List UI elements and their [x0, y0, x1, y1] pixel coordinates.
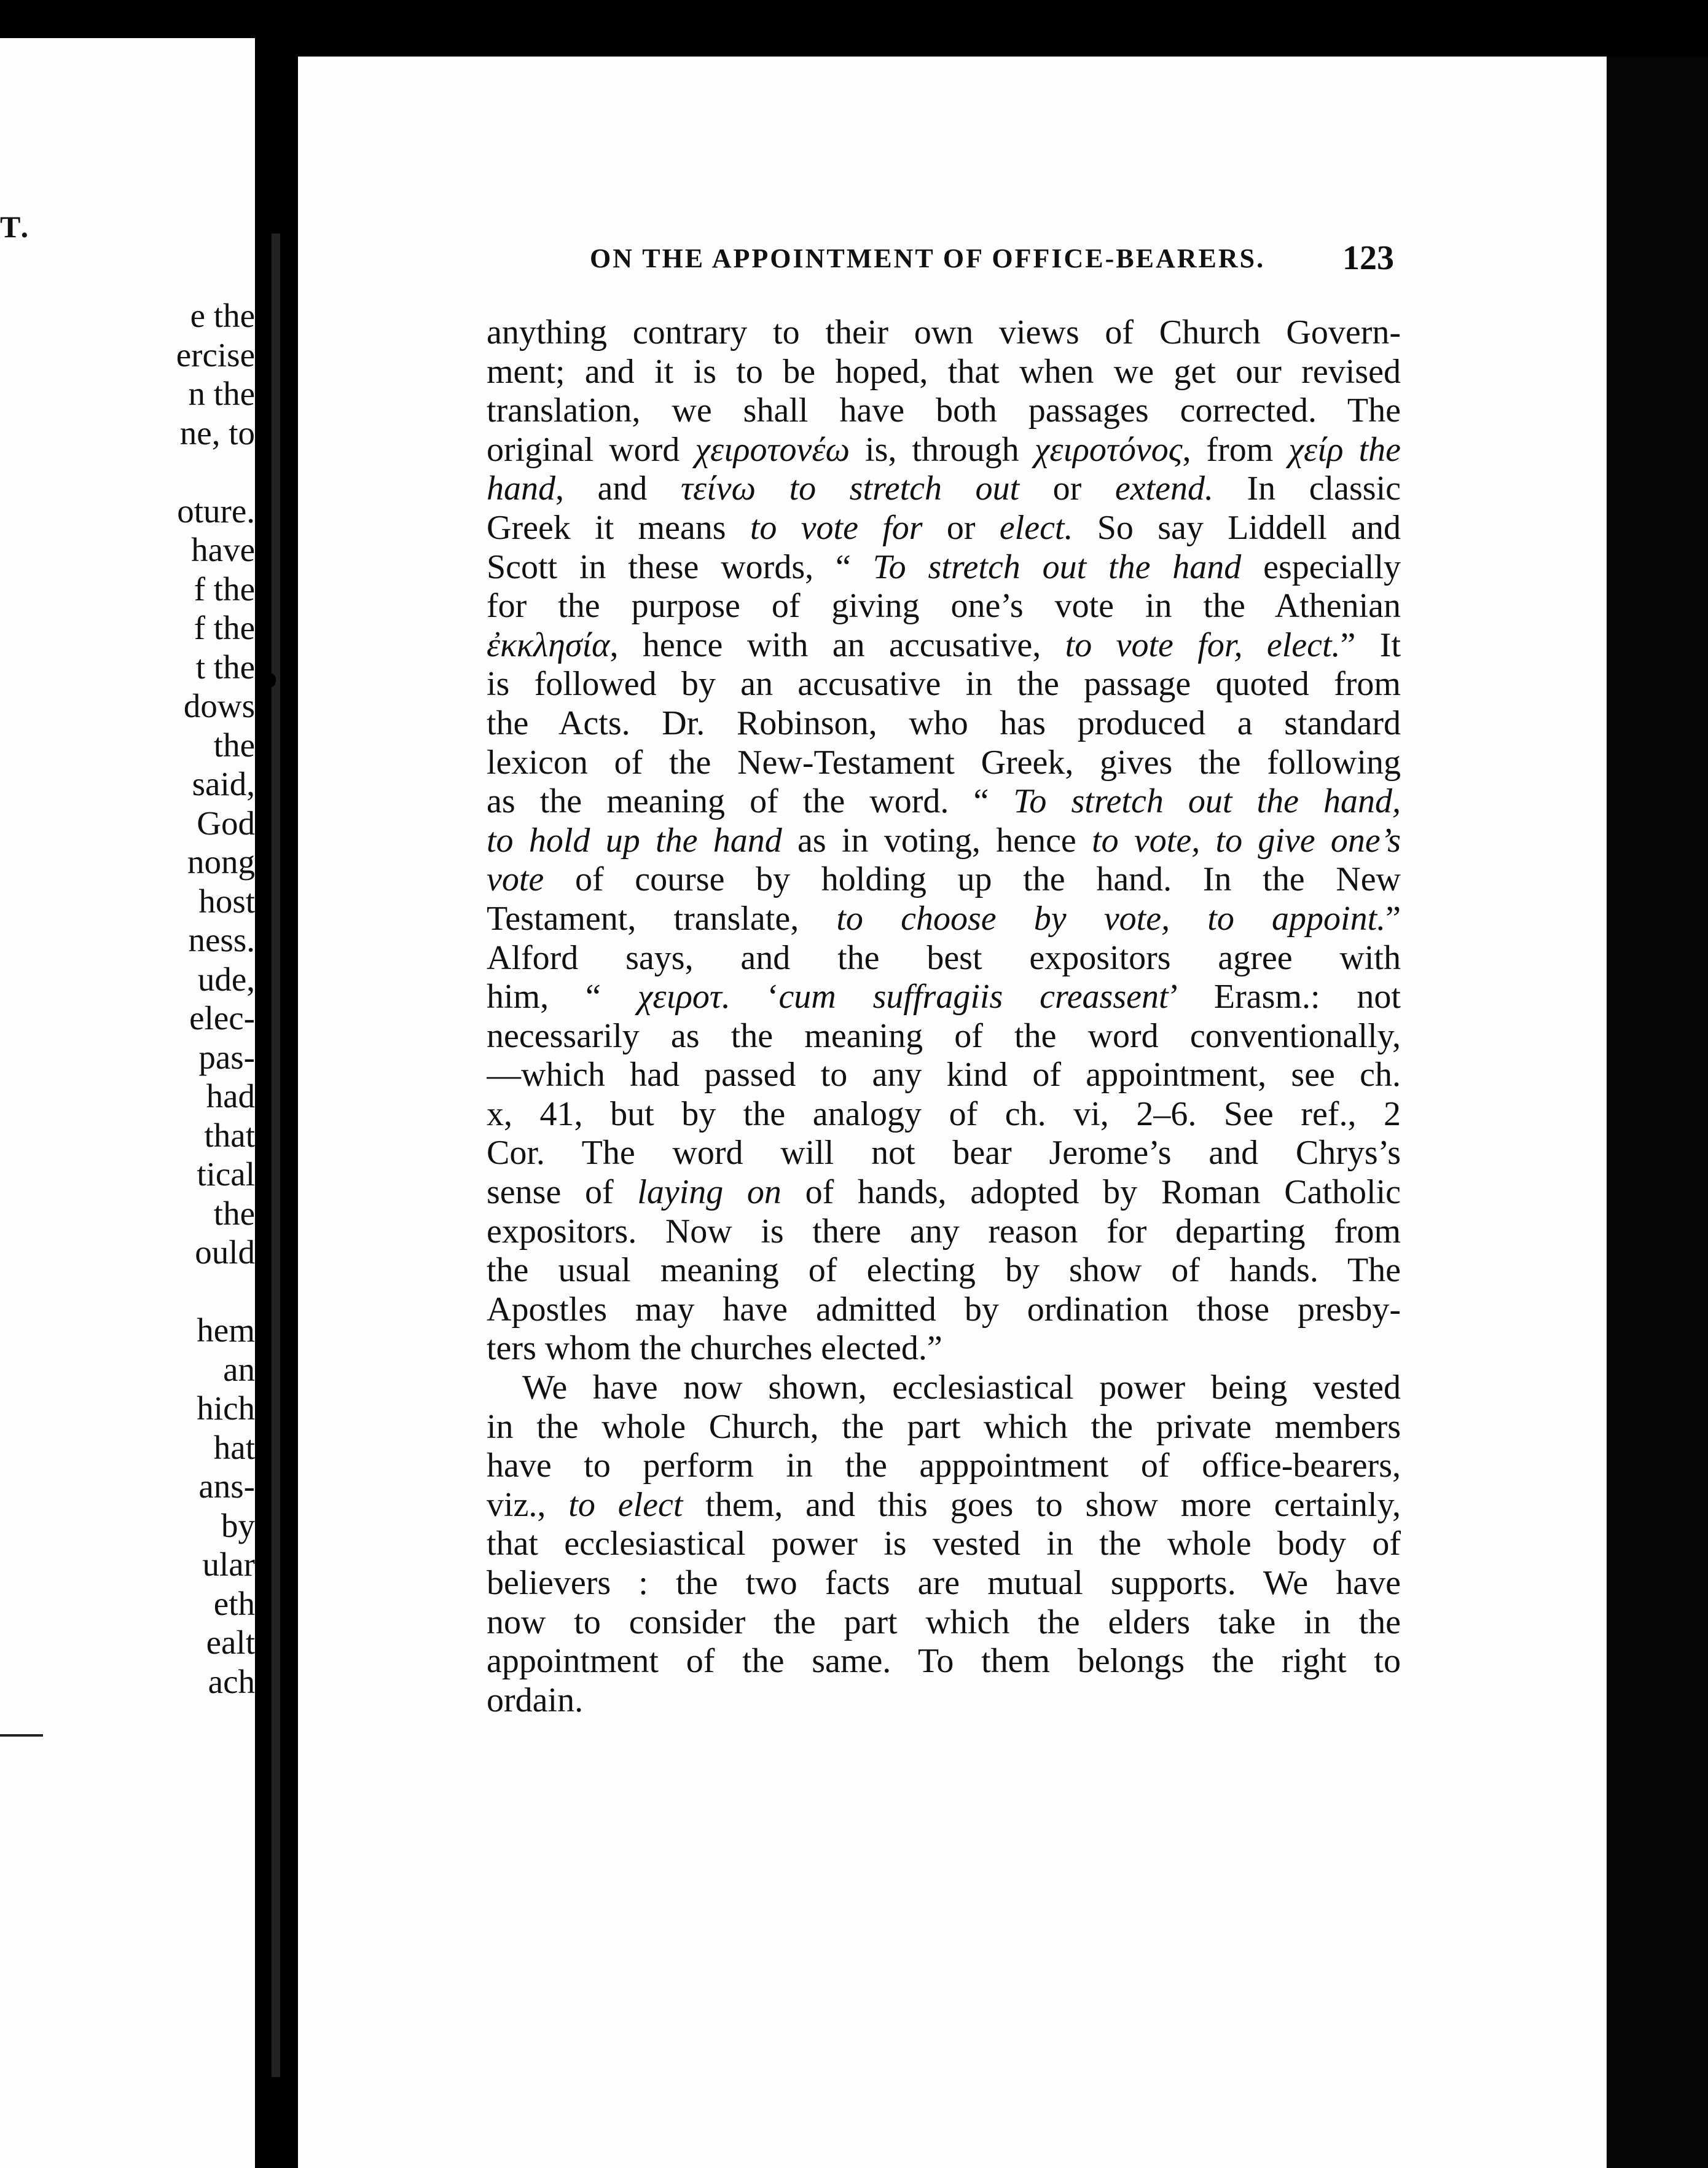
left-page-line: hich [197, 1389, 255, 1427]
text-line [487, 626, 1401, 666]
page-edge [1607, 57, 1708, 2168]
left-page-line: the [213, 726, 255, 764]
text-line [487, 665, 1401, 704]
text-run: or [922, 508, 1000, 547]
italic-text: vote [487, 860, 544, 899]
left-page-line: ercise [176, 336, 255, 374]
text-run: Apostles may have admitted by ordination those presby- [487, 1290, 1401, 1329]
text-run: We have now shown, ecclesiastical power being vested [522, 1369, 1401, 1407]
text-run: necessarily as the meaning of the word conventionally, [487, 1016, 1401, 1055]
text-run: is, through [850, 430, 1035, 469]
left-page-line: hat [213, 1428, 255, 1466]
text-run: Alford says, and the best expositors agree with [487, 938, 1401, 977]
text-run: for the purpose of giving one’s vote in the Athenian [487, 587, 1401, 626]
italic-text: to vote for [750, 508, 923, 547]
text-run: them, and this goes to show more certainly, [683, 1485, 1401, 1524]
text-line [487, 1408, 1401, 1447]
left-page-line: ach [208, 1662, 255, 1700]
text-run: ordain. [487, 1681, 584, 1719]
text-run: the usual meaning of electing by show of hands. The [487, 1251, 1401, 1290]
italic-text: to hold up the hand [487, 821, 782, 860]
text-run: , and [555, 469, 681, 508]
left-page-line: dows [183, 687, 255, 725]
text-line [487, 1173, 1401, 1212]
text-line [487, 313, 1401, 353]
text-line [487, 1212, 1401, 1252]
italic-text: cum suffragiis creassent [778, 978, 1169, 1016]
italic-text: laying on [637, 1173, 782, 1212]
text-run: Greek it means [487, 508, 750, 547]
text-run: Testament, translate, [487, 899, 837, 938]
italic-text: To stretch out the hand, [1013, 782, 1401, 821]
left-page-line: by [221, 1506, 255, 1544]
text-line [487, 860, 1401, 900]
greek-word: χείρ [1288, 430, 1344, 469]
left-page-rule [0, 1734, 43, 1737]
left-page-line: f the [194, 570, 255, 608]
left-page-header: T. [0, 210, 31, 244]
left-page-line: ness. [188, 921, 255, 959]
greek-word: χειροτονέω [695, 430, 850, 469]
left-page-line: pas- [198, 1038, 255, 1076]
gutter-shadow [272, 234, 280, 2077]
text-line [487, 1290, 1401, 1330]
text-line [487, 1525, 1401, 1564]
italic-text: to elect [568, 1485, 683, 1524]
text-run: Cor. The word will not bear Jerome’s and Chrys’s [487, 1134, 1401, 1172]
text-line [487, 1681, 1401, 1721]
left-page-line: said, [192, 765, 255, 803]
greek-word: ἐκκλησία [487, 626, 610, 664]
text-line [487, 587, 1401, 626]
left-page-line: hem [197, 1311, 255, 1349]
text-run: as in voting, hence [782, 821, 1092, 860]
text-run: Scott in these words, “ [487, 548, 873, 586]
text-line [487, 509, 1401, 548]
text-run: of hands, adopted by Roman Catholic [781, 1173, 1401, 1212]
left-page-line: host [198, 882, 255, 920]
text-run: So say Liddell and [1073, 508, 1401, 547]
text-run: as the meaning of the word. “ [487, 782, 1014, 821]
text-line [487, 939, 1401, 978]
text-line [487, 1329, 1401, 1369]
italic-text: elect. [999, 508, 1073, 547]
italic-text: the [1343, 430, 1401, 469]
text-run: x, 41, but by the analogy of ch. vi, 2–6. See ref., 2 [487, 1094, 1401, 1133]
text-line [487, 548, 1401, 587]
text-run: original word [487, 430, 695, 469]
italic-text: to vote, to give one’s [1092, 821, 1401, 860]
greek-word: χειροτ. [637, 978, 731, 1016]
text-line [487, 1642, 1401, 1681]
left-page-line: ular [202, 1545, 255, 1583]
left-page-line: t the [195, 648, 255, 686]
text-line [487, 704, 1401, 744]
text-line [487, 1486, 1401, 1525]
text-line [487, 782, 1401, 822]
text-line [487, 744, 1401, 783]
italic-text: extend. [1115, 469, 1213, 508]
greek-word: τείνω [680, 469, 756, 508]
italic-text: hand [487, 469, 555, 508]
left-page-line: n the [188, 375, 255, 412]
left-page-line: have [191, 531, 255, 568]
text-run: ’ Erasm.: not [1168, 978, 1401, 1016]
text-run: In classic [1213, 469, 1401, 508]
body-text [487, 313, 1401, 1720]
page-number: 123 [1342, 239, 1394, 277]
left-page-line: ude, [197, 960, 255, 998]
left-page-line: tical [197, 1155, 255, 1193]
text-run: him, “ [487, 978, 638, 1016]
left-page-line: ould [195, 1233, 255, 1271]
left-page-line: that [204, 1116, 255, 1154]
text-run: ‘ [730, 978, 779, 1016]
text-run: believers : the two facts are mutual supports. We have [487, 1564, 1401, 1602]
italic-text: to choose by vote, to appoint. [836, 899, 1386, 938]
left-page-line: had [206, 1077, 255, 1115]
text-run: of course by holding up the hand. In the New [544, 860, 1401, 899]
text-run [756, 469, 789, 508]
left-page-line: oture. [177, 492, 255, 530]
left-page-line: f the [194, 609, 255, 646]
left-page-line: nong [187, 843, 255, 881]
text-run: that ecclesiastical power is vested in the whole body of [487, 1525, 1401, 1563]
left-page-line: e the [190, 297, 255, 334]
binding-mark [267, 674, 276, 687]
left-page-line: ealt [206, 1624, 255, 1661]
greek-word: χειροτόνος [1034, 430, 1183, 469]
text-run: have to perform in the apppointment of office-bearers, [487, 1447, 1401, 1485]
text-run: or [1019, 469, 1115, 508]
text-run: translation, we shall have both passages corrected. The [487, 391, 1401, 430]
left-page-line: elec- [189, 999, 255, 1037]
text-run: —which had passed to any kind of appointment, see ch. [487, 1056, 1401, 1094]
text-line [487, 822, 1401, 861]
left-page-line: the [213, 1194, 255, 1232]
text-run: especially [1241, 548, 1401, 586]
text-run: appointment of the same. To them belongs the right to [487, 1642, 1401, 1681]
text-line [487, 431, 1401, 470]
text-run: expositors. Now is there any reason for departing from [487, 1212, 1401, 1251]
text-run: the Acts. Dr. Robinson, who has produced a standard [487, 704, 1401, 742]
text-run: viz., [487, 1485, 569, 1524]
text-line [487, 469, 1401, 509]
running-head: ON THE APPOINTMENT OF OFFICE-BEARERS. [590, 243, 1266, 273]
text-line [487, 1095, 1401, 1134]
left-page-line: God [197, 804, 255, 842]
left-page-line: ans- [198, 1467, 255, 1505]
text-run: ” It [1340, 626, 1401, 664]
text-line [487, 978, 1401, 1017]
text-run: now to consider the part which the elders take in the [487, 1603, 1401, 1641]
text-line [487, 391, 1401, 431]
text-run: is followed by an accusative in the passage quoted from [487, 665, 1401, 704]
italic-text: to stretch out [789, 469, 1020, 508]
text-run: ment; and it is to be hoped, that when we get our revised [487, 352, 1401, 391]
text-run: , hence with an accusative, [609, 626, 1065, 664]
text-line [487, 1447, 1401, 1486]
italic-text: To stretch out the hand [872, 548, 1242, 586]
left-page-line: ne, to [179, 414, 255, 452]
text-line [487, 1251, 1401, 1290]
text-run: , from [1182, 430, 1289, 469]
italic-text: to vote for, elect. [1065, 626, 1341, 664]
text-run: ters whom the churches elected.” [487, 1329, 942, 1368]
text-line [487, 1134, 1401, 1173]
text-line [487, 1603, 1401, 1643]
text-line [487, 1017, 1401, 1056]
binding-mark [259, 1321, 267, 1335]
text-line [487, 1056, 1401, 1095]
text-run: ” [1385, 899, 1401, 938]
text-line [487, 1369, 1401, 1408]
text-line [487, 1564, 1401, 1603]
left-page-line: an [223, 1350, 255, 1388]
text-run: lexicon of the New-Testament Greek, gives the following [487, 743, 1401, 782]
text-run: sense of [487, 1173, 638, 1212]
text-run: anything contrary to their own views of Church Govern- [487, 313, 1401, 352]
text-run: in the whole Church, the part which the private members [487, 1407, 1401, 1446]
text-line [487, 900, 1401, 939]
text-line [487, 353, 1401, 392]
left-page-line: eth [213, 1584, 255, 1622]
